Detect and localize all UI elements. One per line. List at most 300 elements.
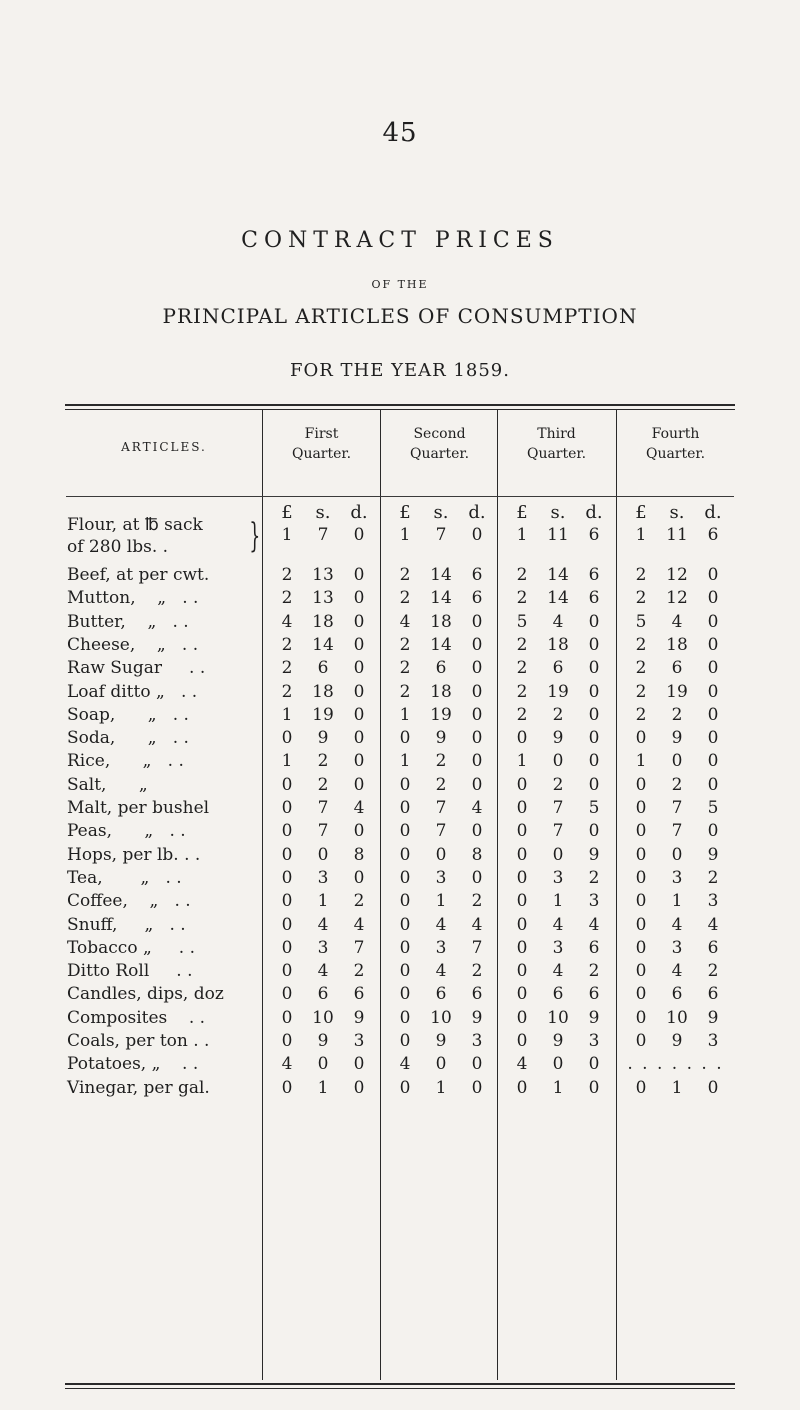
pence-value: 3 [707,1031,719,1051]
shillings-value: 2 [317,751,329,772]
shillings-value: 9 [552,728,564,749]
shillings-value: 4 [671,914,683,935]
pence-value: 0 [471,751,483,772]
article-name: Candles, dips, doz [67,984,224,1005]
pounds-value: 2 [635,588,647,609]
pence-value: 5 [588,798,600,818]
unit-label: d. [350,502,368,523]
pounds-value: 2 [516,634,528,655]
pounds-value: 0 [516,844,528,865]
pounds-value: 2 [516,704,528,725]
pence-value: 3 [707,891,719,912]
table-row [0,938,800,962]
pounds-value: 1 [635,751,647,772]
pence-value: 6 [588,565,600,585]
pounds-value: 0 [281,961,293,982]
shillings-value: 10 [312,1007,334,1028]
pence-value: 0 [588,611,600,632]
pence-value: 0 [707,681,719,702]
pence-value: 0 [471,1077,483,1098]
pounds-value: 0 [516,984,528,1005]
pounds-value: 2 [399,658,411,679]
pence-value: 0 [588,658,600,679]
table-row [0,658,800,682]
pounds-value: 2 [281,658,293,679]
quarter-header-line1: First [304,426,339,442]
shillings-value: 1 [552,891,564,912]
article-name: Malt, per bushel [67,798,210,818]
quarter-header [381,424,498,464]
unit-label: £ [516,502,528,523]
pence-value: 0 [588,774,600,795]
pounds-value: 0 [399,984,411,1005]
pounds-value: 0 [635,1031,647,1051]
pounds-value: 0 [399,1007,411,1028]
pounds-value: 0 [399,1077,411,1098]
shillings-value: 9 [552,1031,564,1051]
pence-value: 0 [353,525,365,545]
shillings-value: 12 [666,588,688,609]
shillings-value: 7 [317,525,329,545]
pence-value: 0 [471,728,483,749]
pence-value: 0 [707,751,719,772]
pounds-value: 2 [399,634,411,655]
pounds-value: 0 [399,937,411,958]
table-row [0,588,800,612]
pounds-value: 5 [516,611,528,632]
pounds-value: 0 [635,984,647,1005]
shillings-value: 3 [671,937,683,958]
pence-value: 0 [353,588,365,609]
article-name: Coals, per ton . . [67,1031,210,1051]
shillings-value: 0 [552,751,564,772]
pounds-value: 1 [399,751,411,772]
article-name: Tea, „ . . [67,867,182,888]
shillings-value: 2 [552,704,564,725]
shillings-value: 6 [552,984,564,1005]
title-connector: OF THE [371,278,429,291]
pence-value: 0 [471,704,483,725]
page-number: 45 [382,118,418,148]
table-row [0,751,800,775]
pounds-value: 4 [281,611,293,632]
shillings-value: 9 [317,728,329,749]
shillings-value: 1 [435,891,447,912]
pence-value: 9 [707,1007,719,1028]
shillings-value: 7 [552,798,564,818]
pounds-value: 2 [635,681,647,702]
shillings-value: 0 [317,844,329,865]
table-row [0,891,800,915]
pounds-value: 2 [516,681,528,702]
shillings-value: 3 [552,937,564,958]
pence-value: 0 [588,751,600,772]
pounds-value: 0 [516,937,528,958]
pence-value: 8 [471,844,483,865]
pounds-value: 0 [399,914,411,935]
shillings-value: 4 [552,611,564,632]
pence-value: 3 [588,1031,600,1051]
pounds-value: 0 [281,1007,293,1028]
pounds-value: 0 [635,728,647,749]
shillings-value: 11 [547,525,569,545]
pounds-value: 0 [399,798,411,818]
pence-value: 0 [353,1077,365,1098]
article-name: Coffee, „ . . [67,891,191,912]
pounds-value: 0 [281,891,293,912]
pence-value: 9 [471,1007,483,1028]
table-row [0,845,800,869]
pounds-value: 2 [399,565,411,585]
pence-value: 2 [707,867,719,888]
shillings-value: 19 [430,704,452,725]
pounds-value: 4 [399,1054,411,1075]
shillings-value: 6 [435,658,447,679]
shillings-value: 6 [671,984,683,1005]
pence-value: 4 [353,914,365,935]
shillings-value: 1 [317,891,329,912]
pounds-value: 0 [516,1077,528,1098]
pence-value: 6 [471,984,483,1005]
pounds-value: 0 [399,867,411,888]
unit-label: s. [315,502,331,523]
pounds-value: 4 [281,1054,293,1075]
pence-value: 0 [707,774,719,795]
pounds-value: 2 [635,704,647,725]
pence-value: 3 [353,1031,365,1051]
pence-value: 6 [588,588,600,609]
pence-value: 2 [471,961,483,982]
shillings-value: 7 [317,798,329,818]
pounds-value: 2 [281,565,293,585]
article-name: Composites . . [67,1007,206,1028]
pounds-value: 0 [635,914,647,935]
pence-value: 4 [471,798,483,818]
pounds-value: 0 [399,774,411,795]
pounds-value: 0 [635,961,647,982]
pounds-value: 1 [281,525,293,545]
pence-value: 8 [353,844,365,865]
blank-marker: . . . . . . . [627,1054,724,1075]
pounds-value: 0 [516,1007,528,1028]
pounds-value: 5 [635,611,647,632]
pence-value: 7 [471,937,483,958]
pence-value: 2 [588,867,600,888]
pence-value: 5 [707,798,719,818]
article-name: Butter, „ . . [67,611,189,632]
unit-label: £ [399,502,411,523]
pence-value: 9 [353,1007,365,1028]
pounds-value: 4 [516,1054,528,1075]
shillings-value: 4 [671,611,683,632]
article-name: Hops, per lb. . . [67,844,201,865]
article-name: Soap, „ . . [67,704,189,725]
shillings-value: 1 [552,1077,564,1098]
quarter-header-line1: Third [537,426,576,442]
shillings-value: 13 [312,565,334,585]
pence-value: 0 [353,821,365,842]
pounds-value: 0 [281,1031,293,1051]
pence-value: 0 [707,588,719,609]
table-row [0,705,800,729]
pence-value: 0 [707,821,719,842]
page-title: CONTRACT PRICES [241,228,559,253]
pence-value: 0 [353,681,365,702]
pounds-value: 2 [516,565,528,585]
shillings-value: 18 [312,681,334,702]
shillings-value: 4 [552,961,564,982]
shillings-value: 6 [435,984,447,1005]
pence-value: 0 [471,658,483,679]
shillings-value: 1 [671,891,683,912]
quarter-header-line2: Quarter. [526,446,587,462]
pence-value: 0 [471,1054,483,1075]
table-row [0,612,800,636]
top-rule-thin [65,409,735,410]
pounds-value: 0 [281,1077,293,1098]
shillings-value: 19 [547,681,569,702]
shillings-value: 6 [552,658,564,679]
shillings-value: 18 [547,634,569,655]
shillings-value: 14 [312,634,334,655]
pounds-value: 1 [635,525,647,545]
article-name: Ditto Roll . . [67,961,193,982]
pounds-value: 0 [516,1031,528,1051]
table-row [0,1031,800,1055]
pounds-value: 0 [281,798,293,818]
brace-glyph: } [249,516,261,556]
pounds-value: 0 [516,914,528,935]
pounds-value: 0 [399,961,411,982]
shillings-value: 7 [435,798,447,818]
pounds-value: 0 [516,774,528,795]
shillings-value: 1 [317,1077,329,1098]
pounds-value: 0 [399,821,411,842]
pence-value: 0 [353,658,365,679]
shillings-value: 6 [317,658,329,679]
shillings-value: 6 [671,658,683,679]
shillings-value: 7 [671,821,683,842]
pence-value: 0 [353,774,365,795]
shillings-value: 13 [312,588,334,609]
table-row [0,682,800,706]
article-name: Peas, „ . . [67,821,186,842]
quarter-header [617,424,734,464]
pounds-value: 1 [281,751,293,772]
bottom-rule-thin [65,1388,735,1389]
pounds-value: 2 [281,588,293,609]
table-row [0,821,800,845]
pounds-value: 0 [399,728,411,749]
shillings-value: 0 [435,844,447,865]
table-row [0,984,800,1008]
pence-value: 6 [707,937,719,958]
pounds-value: 0 [281,914,293,935]
pounds-value: 1 [281,704,293,725]
table-row [0,1008,800,1032]
pounds-value: 0 [635,1077,647,1098]
pence-value: 0 [353,867,365,888]
article-name: Raw Sugar . . [67,658,206,679]
pence-value: 0 [707,704,719,725]
pence-value: 0 [471,681,483,702]
shillings-value: 7 [317,821,329,842]
article-name-line2: of 280 lbs. . [67,537,169,557]
article-name: Beef, at per cwt. [67,565,210,585]
table-row [0,1054,800,1078]
pence-value: 2 [471,891,483,912]
shillings-value: 12 [666,565,688,585]
unit-label: s. [433,502,449,523]
table-row [0,915,800,939]
pounds-value: 1 [399,525,411,545]
shillings-value: 14 [547,588,569,609]
quarter-header-line1: Second [413,426,466,442]
pence-value: 6 [471,565,483,585]
shillings-value: 4 [317,914,329,935]
pounds-value: 0 [281,774,293,795]
pounds-value: 0 [399,844,411,865]
shillings-value: 10 [666,1007,688,1028]
article-name: Cheese, „ . . [67,634,199,655]
shillings-value: 7 [671,798,683,818]
shillings-value: 4 [552,914,564,935]
pounds-value: 0 [281,984,293,1005]
shillings-value: 18 [430,611,452,632]
pence-value: 4 [471,914,483,935]
shillings-value: 18 [430,681,452,702]
article-name: Snuff, „ . . [67,914,186,935]
shillings-value: 4 [435,914,447,935]
shillings-value: 2 [435,774,447,795]
bottom-rule [65,1383,735,1385]
pence-value: 0 [588,728,600,749]
shillings-value: 10 [547,1007,569,1028]
pence-value: 0 [588,634,600,655]
shillings-value: 9 [435,1031,447,1051]
header-articles: ARTICLES. [121,440,207,454]
shillings-value: 3 [435,937,447,958]
pounds-value: 0 [635,1007,647,1028]
article-name: Potatoes, „ . . [67,1054,199,1075]
shillings-value: 3 [317,867,329,888]
pounds-value: 1 [516,751,528,772]
year-line: FOR THE YEAR 1859. [290,360,510,381]
pence-value: 4 [588,914,600,935]
shillings-value: 0 [552,844,564,865]
pounds-value: 0 [635,867,647,888]
shillings-value: 2 [671,704,683,725]
shillings-value: 1 [671,1077,683,1098]
pence-value: 4 [707,914,719,935]
shillings-value: 7 [435,525,447,545]
shillings-value: 7 [435,821,447,842]
pence-value: 0 [707,565,719,585]
shillings-value: 14 [430,565,452,585]
pence-value: 3 [471,1031,483,1051]
pounds-value: 2 [516,588,528,609]
pence-value: 3 [588,891,600,912]
header-underline [66,496,734,497]
pounds-value: 2 [399,681,411,702]
table-row [0,868,800,892]
article-name-line1: Flour, at ℔ sack [67,515,203,535]
shillings-value: 2 [552,774,564,795]
table-row [0,728,800,752]
pence-value: 2 [353,961,365,982]
unit-label: s. [669,502,685,523]
pounds-value: 2 [281,681,293,702]
pounds-value: 0 [635,937,647,958]
shillings-value: 11 [666,525,688,545]
shillings-value: 2 [671,774,683,795]
shillings-value: 3 [671,867,683,888]
table-row [0,775,800,799]
unit-label: d. [704,502,722,523]
article-name: Mutton, „ . . [67,588,199,609]
quarter-header-line2: Quarter. [409,446,470,462]
article-name: Soda, „ . . [67,728,189,749]
pounds-value: 2 [516,658,528,679]
unit-label: £ [635,502,647,523]
table-row [0,514,800,560]
pounds-value: 0 [635,891,647,912]
pence-value: 0 [353,704,365,725]
pence-value: 0 [471,821,483,842]
top-rule [65,404,735,406]
table-row [0,961,800,985]
pence-value: 6 [588,937,600,958]
pounds-value: 2 [635,634,647,655]
pence-value: 0 [353,1054,365,1075]
pence-value: 6 [707,525,719,545]
quarter-header-line2: Quarter. [291,446,352,462]
shillings-value: 0 [671,844,683,865]
pounds-value: 0 [281,821,293,842]
unit-label: s. [550,502,566,523]
pence-value: 9 [588,844,600,865]
pence-value: 0 [707,1077,719,1098]
pence-value: 0 [588,1077,600,1098]
pounds-value: 2 [281,634,293,655]
pounds-value: 0 [516,867,528,888]
pence-value: 6 [588,525,600,545]
pounds-value: 0 [516,891,528,912]
pence-value: 6 [588,984,600,1005]
pence-value: 4 [353,798,365,818]
pence-value: 0 [471,525,483,545]
shillings-value: 2 [435,751,447,772]
pounds-value: 0 [635,821,647,842]
pence-value: 0 [707,634,719,655]
pence-value: 2 [588,961,600,982]
pence-value: 0 [353,728,365,749]
pence-value: 0 [353,611,365,632]
pence-value: 9 [707,844,719,865]
pounds-value: 4 [399,611,411,632]
shillings-value: 9 [435,728,447,749]
shillings-value: 0 [552,1054,564,1075]
pounds-value: 0 [516,798,528,818]
pence-value: 7 [353,937,365,958]
pence-value: 0 [588,1054,600,1075]
shillings-value: 9 [671,728,683,749]
shillings-value: 4 [671,961,683,982]
shillings-value: 4 [435,961,447,982]
shillings-value: 14 [430,588,452,609]
pence-value: 0 [588,704,600,725]
pence-value: 2 [707,961,719,982]
